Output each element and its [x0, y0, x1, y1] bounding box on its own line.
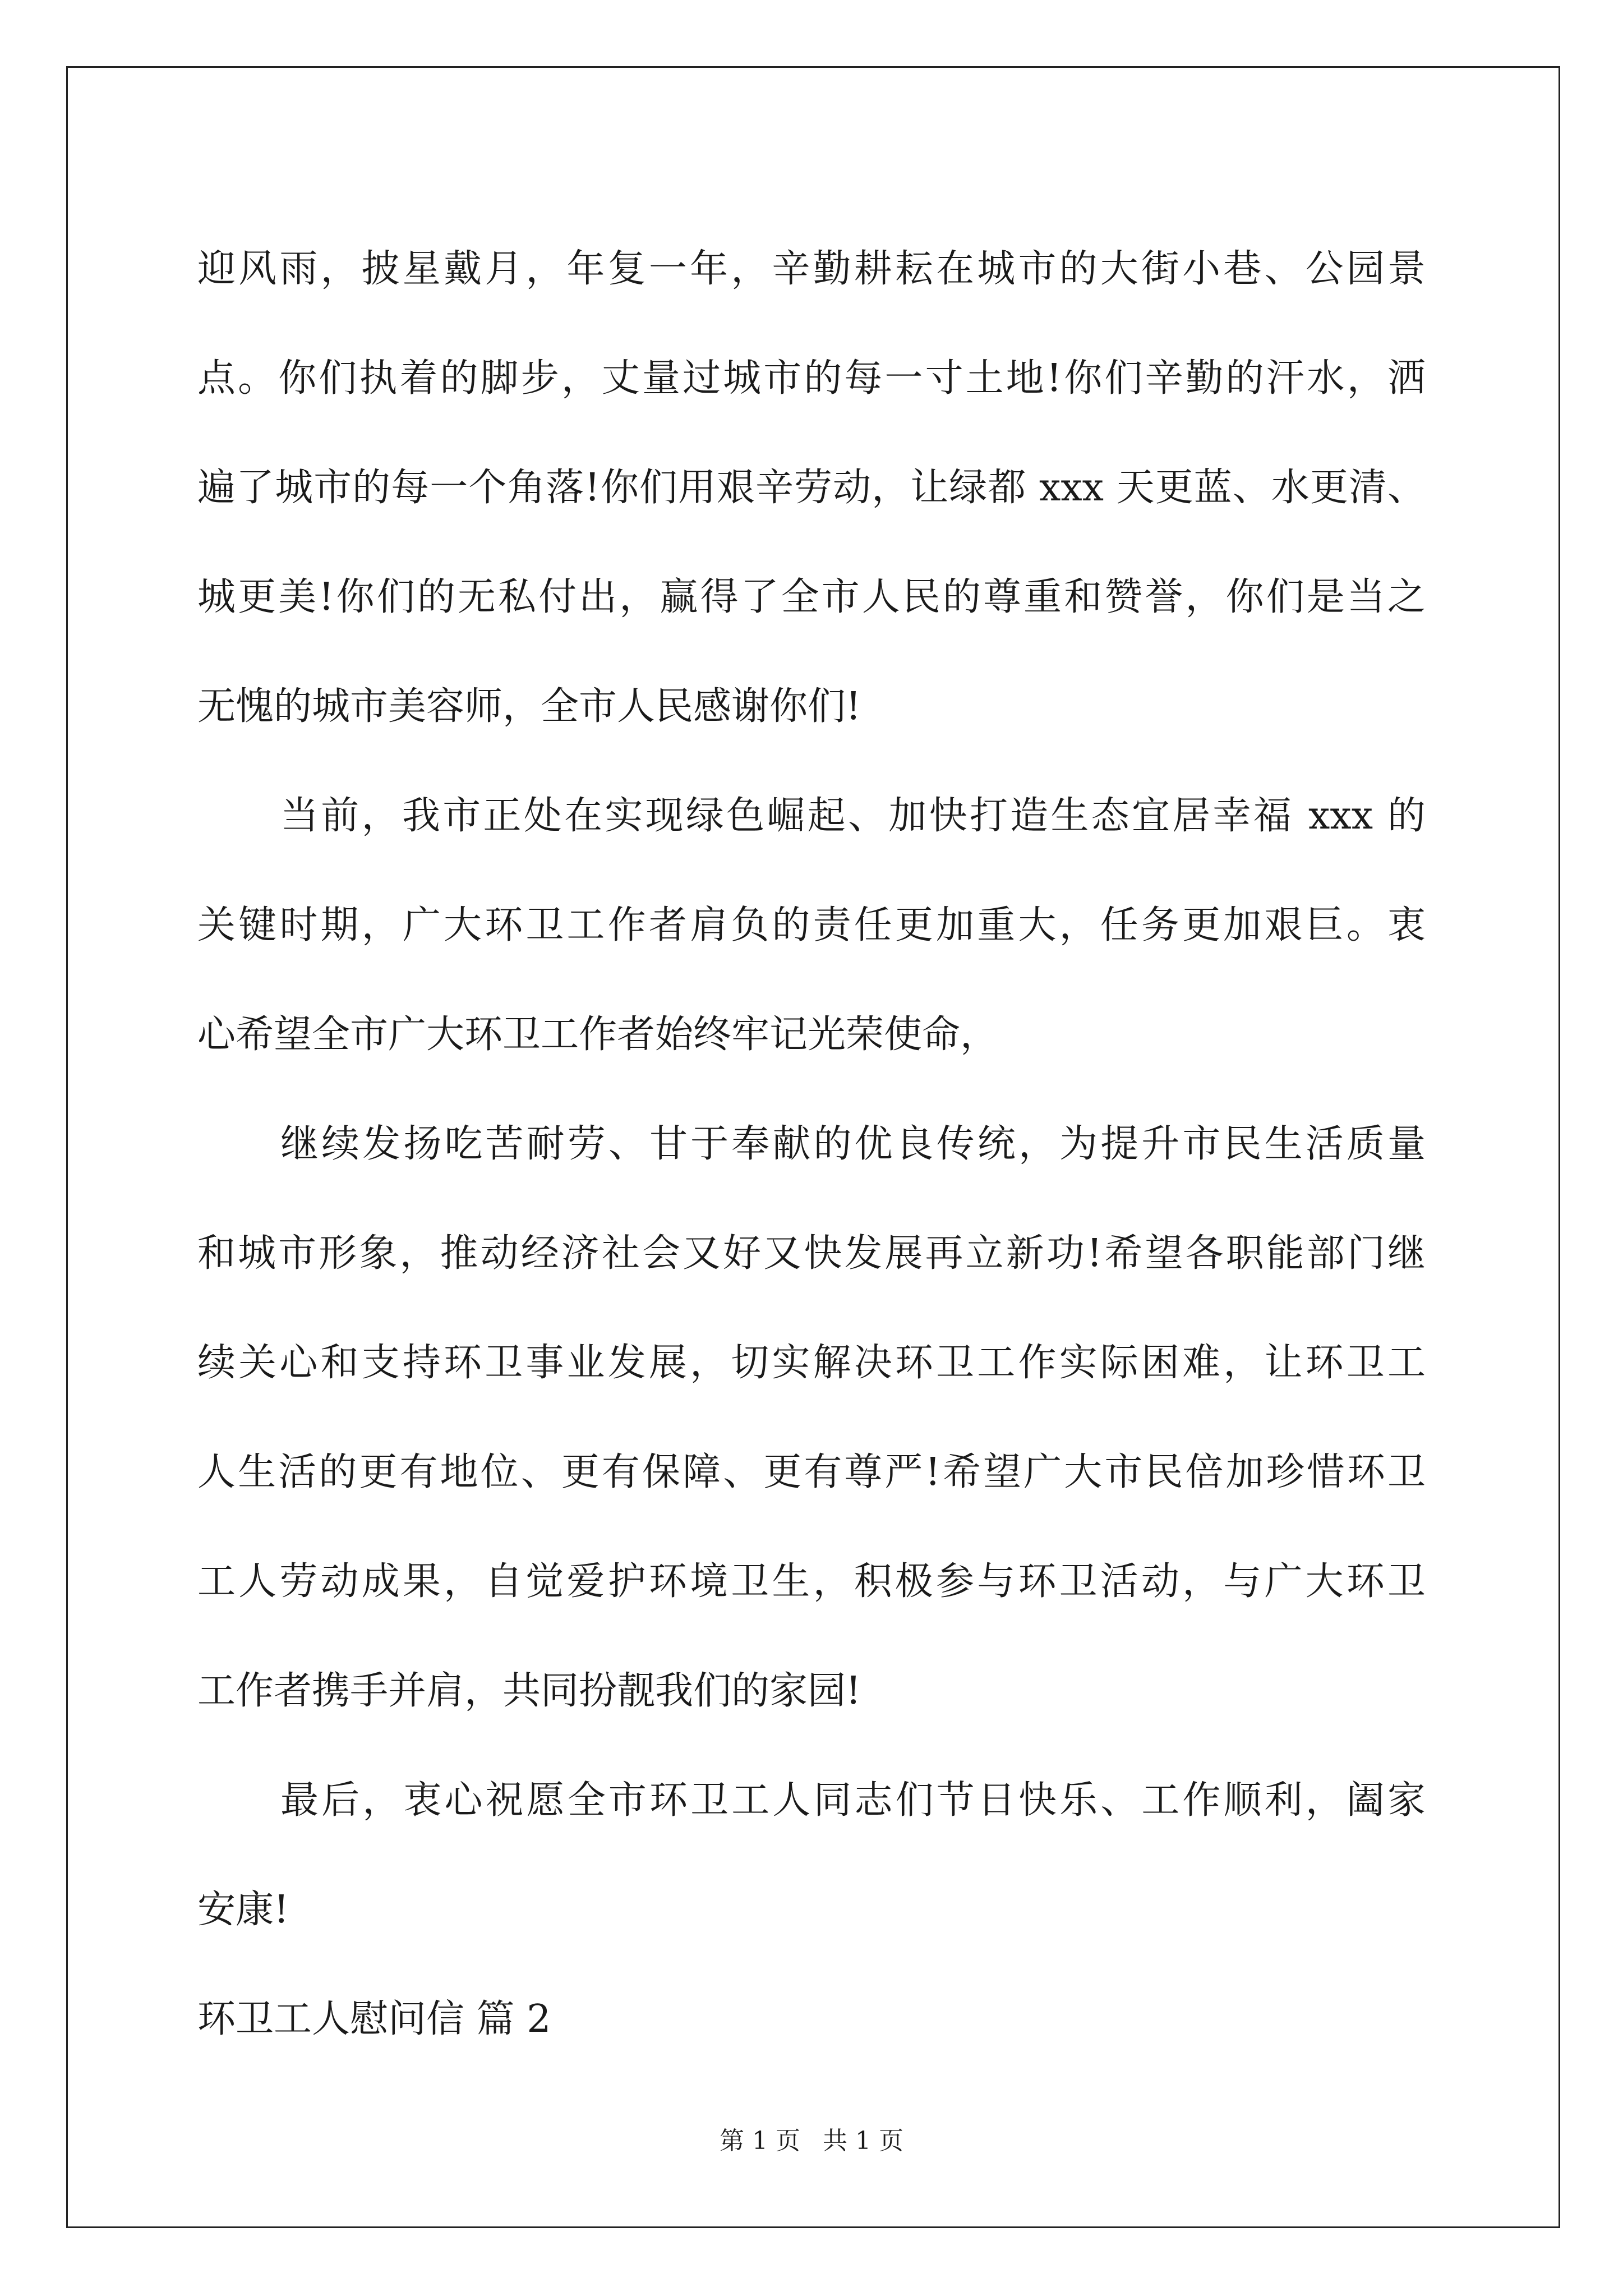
page-number-current: 第 1 页: [720, 2127, 800, 2155]
text-line: 工作者携手并肩，共同扮靓我们的家园!: [197, 1669, 861, 1713]
page-footer: [0, 2120, 1623, 2156]
text-line: 安康!: [197, 1888, 289, 1932]
text-line: 无愧的城市美容师，全市人民感谢你们!: [197, 684, 861, 729]
text-line: 续关心和支持环卫事业发展，切实解决环卫工作实际困难，让环卫工: [197, 1341, 1426, 1385]
text-line: 心希望全市广大环卫工作者始终牢记光荣使命，: [197, 1013, 999, 1057]
text-line: 迎风雨，披星戴月，年复一年，辛勤耕耘在城市的大街小巷、公园景: [197, 247, 1426, 291]
text-line: 遍了城市的每一个角落!你们用艰辛劳动，让绿都 xxx 天更蓝、水更清、: [197, 466, 1426, 510]
page-number-total: 共 1 页: [823, 2127, 903, 2155]
text-line: 当前，我市正处在实现绿色崛起、加快打造生态宜居幸福 xxx 的: [280, 794, 1426, 838]
text-line: 最后，衷心祝愿全市环卫工人同志们节日快乐、工作顺利，阖家: [280, 1778, 1426, 1823]
paragraph-4: [197, 1746, 1426, 1964]
text-line: 人生活的更有地位、更有保障、更有尊严!希望广大市民倍加珍惜环卫: [197, 1450, 1426, 1494]
section-heading: 环卫工人慰问信 篇 2: [197, 1997, 551, 2041]
text-line: 和城市形象，推动经济社会又好又快发展再立新功!希望各职能部门继: [197, 1231, 1426, 1276]
text-line: 关键时期，广大环卫工作者肩负的责任更加重大，任务更加艰巨。衷: [197, 903, 1426, 947]
text-line: 点。你们执着的脚步，丈量过城市的每一寸土地!你们辛勤的汗水，洒: [197, 356, 1426, 401]
paragraph-2: [197, 761, 1426, 1089]
text-line: 城更美!你们的无私付出，赢得了全市人民的尊重和赞誉，你们是当之: [197, 575, 1426, 619]
document-body: [197, 214, 1426, 2074]
paragraph-1: [197, 214, 1426, 761]
text-line: 工人劳动成果，自觉爱护环境卫生，积极参与环卫活动，与广大环卫: [197, 1559, 1426, 1604]
paragraph-3: [197, 1089, 1426, 1746]
text-line: 继续发扬吃苦耐劳、甘于奉献的优良传统，为提升市民生活质量: [280, 1122, 1426, 1166]
